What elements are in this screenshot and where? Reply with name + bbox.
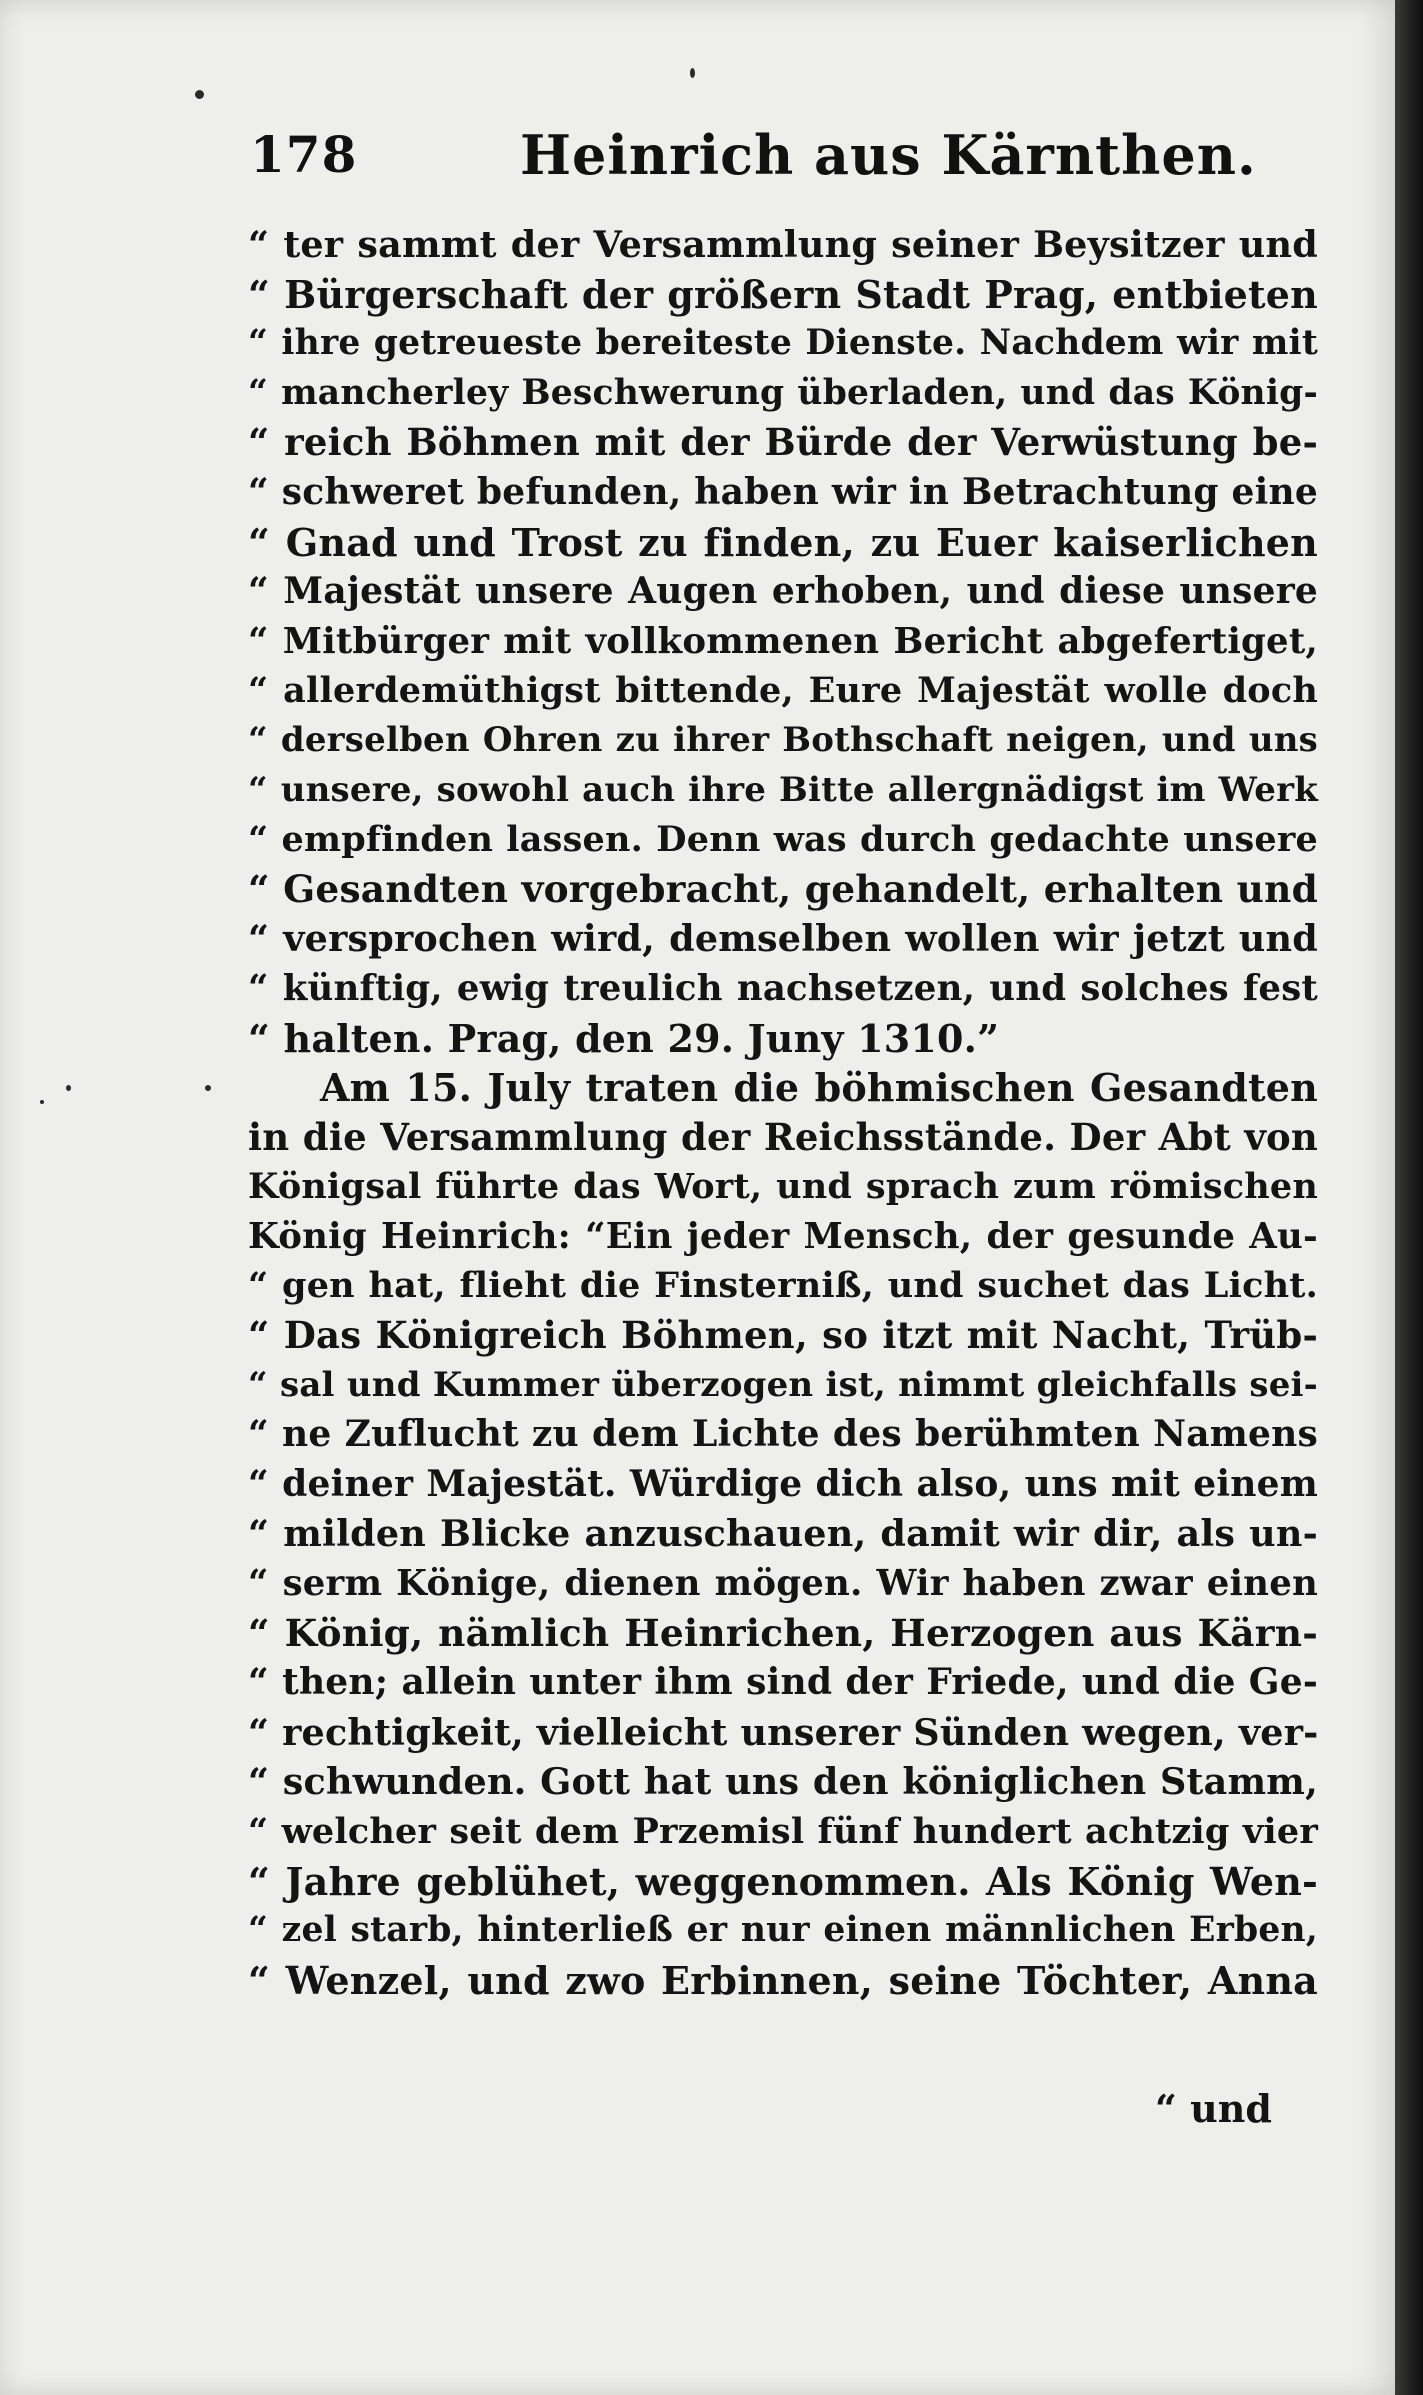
ink-speck	[205, 1085, 211, 1091]
text-line: “ ne Zuflucht zu dem Lichte des berühmten Namens	[248, 1413, 1318, 1456]
text-line: “ Das Königreich Böhmen, so itzt mit Nacht, Trüb-	[248, 1313, 1318, 1358]
ink-speck	[40, 1100, 44, 1104]
text-line: “ Mitbürger mit vollkommenen Bericht abgefertiget,	[248, 620, 1318, 662]
text-line: “ künftig, ewig treulich nachsetzen, und solches fest	[248, 967, 1318, 1009]
text-line: “ schwunden. Gott hat uns den königlichen Stamm,	[248, 1760, 1318, 1804]
page-header	[250, 125, 1320, 195]
body-text	[248, 220, 1318, 2005]
ink-speck	[66, 1085, 71, 1091]
text-line: “ Bürgerschaft der größern Stadt Prag, entbieten	[248, 271, 1318, 317]
text-line: “ unsere, sowohl auch ihre Bitte allergnädigst im Werk	[248, 769, 1318, 810]
text-line: “ König, nämlich Heinrichen, Herzogen aus Kärn-	[248, 1610, 1318, 1655]
text-line: “ Wenzel, und zwo Erbinnen, seine Töchter, Anna	[248, 1957, 1318, 2003]
text-line: “ then; allein unter ihm sind der Friede, und die Ge-	[248, 1661, 1318, 1704]
page-edge-shadow	[1395, 0, 1423, 2395]
paragraph-start-line: Am 15. July traten die böhmischen Gesandten	[320, 1065, 1318, 1111]
text-line: “ milden Blicke anzuschauen, damit wir dir, als un-	[248, 1512, 1318, 1556]
text-line: “ empfinden lassen. Denn was durch gedachte unsere	[248, 819, 1318, 861]
text-line: “ mancherley Beschwerung überladen, und das König-	[248, 372, 1318, 413]
text-line: “ allerdemüthigst bittende, Eure Majestät wolle doch	[248, 670, 1318, 712]
text-line: “ ter sammt der Versammlung seiner Beysitzer und	[248, 223, 1318, 266]
text-line: König Heinrich: “Ein jeder Mensch, der gesunde Au-	[248, 1215, 1318, 1257]
text-line: “ zel starb, hinterließ er nur einen männlichen Erben,	[248, 1910, 1318, 1951]
text-line: “ halten. Prag, den 29. Juny 1310.”	[248, 1015, 1000, 1061]
text-line: “ reich Böhmen mit der Bürde der Verwüstung be-	[248, 420, 1318, 465]
running-title: Heinrich aus Kärnthen.	[520, 123, 1257, 187]
page-number: 178	[250, 125, 358, 184]
ink-speck	[690, 68, 695, 78]
text-line: “ Majestät unsere Augen erhoben, und diese unsere	[248, 570, 1318, 613]
text-line: “ gen hat, flieht die Finsterniß, und suchet das Licht.	[248, 1265, 1318, 1307]
text-line: “ rechtigkeit, vielleicht unserer Sünden wegen, ver-	[248, 1710, 1319, 1754]
text-line: “ deiner Majestät. Würdige dich also, uns mit einem	[248, 1462, 1318, 1505]
text-line: “ serm Könige, dienen mögen. Wir haben zwar einen	[248, 1563, 1318, 1605]
text-line: “ Jahre geblühet, weggenommen. Als König Wen-	[248, 1858, 1318, 1904]
text-line: “ welcher seit dem Przemisl fünf hundert achtzig vier	[248, 1811, 1318, 1852]
text-line: “ derselben Ohren zu ihrer Bothschaft neigen, und uns	[248, 719, 1318, 760]
catchword: “ und	[1155, 2086, 1272, 2131]
ink-speck	[195, 90, 204, 99]
text-line: “ Gnad und Trost zu finden, zu Euer kaiserlichen	[248, 519, 1318, 565]
text-line: “ Gesandten vorgebracht, gehandelt, erhalten und	[248, 866, 1318, 911]
text-line: in die Versammlung der Reichsstände. Der Abt von	[248, 1114, 1318, 1159]
text-line: “ versprochen wird, demselben wollen wir jetzt und	[248, 917, 1318, 961]
text-line: Königsal führte das Wort, und sprach zum römischen	[248, 1166, 1318, 1208]
text-line: “ schweret befunden, haben wir in Betrachtung eine	[248, 470, 1318, 513]
text-line: “ ihre getreueste bereiteste Dienste. Nachdem wir mit	[248, 323, 1318, 364]
text-line: “ sal und Kummer überzogen ist, nimmt gleichfalls sei-	[248, 1364, 1318, 1405]
